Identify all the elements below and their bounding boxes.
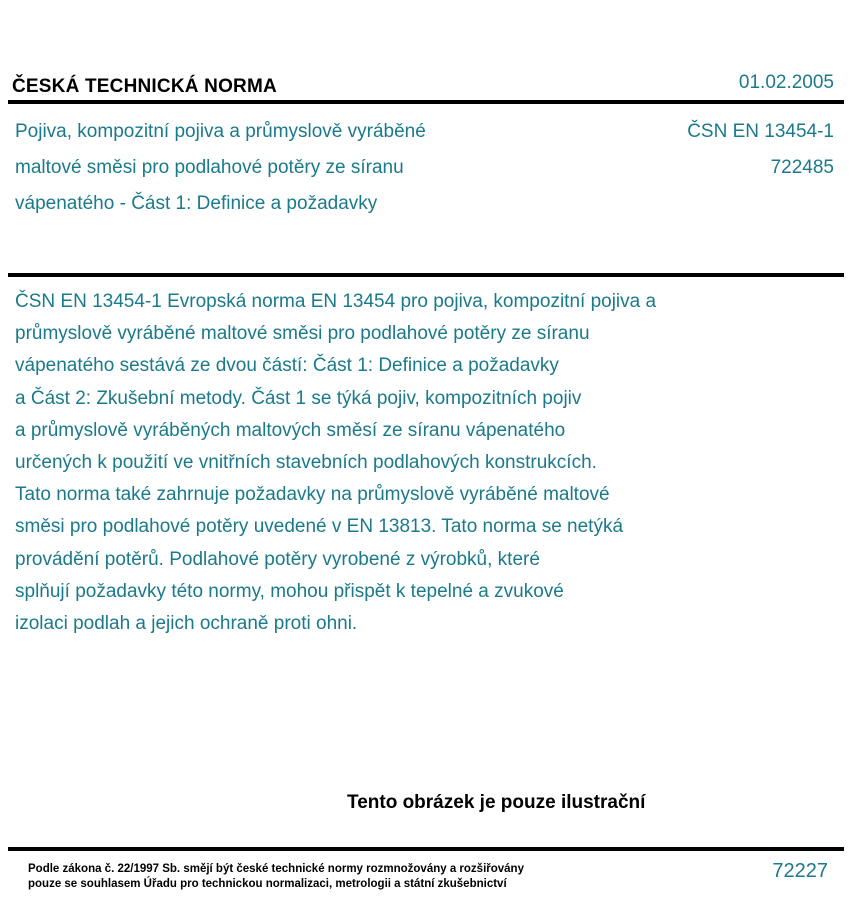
abstract-line: ČSN EN 13454-1 Evropská norma EN 13454 pro pojiva, kompozitní pojiva a	[15, 291, 657, 312]
abstract-line: a průmyslově vyráběných maltových směsí ze síranu vápenatého	[15, 419, 566, 441]
legal-notice	[28, 862, 524, 892]
classification-code: 722485	[770, 157, 834, 178]
document-title	[15, 114, 535, 222]
abstract-line: směsi pro podlahové potěry uvedené v EN 13813. Tato norma se netýká	[15, 516, 624, 538]
abstract-line: vápenatého sestává ze dvou částí: Část 1: Definice a požadavky	[15, 355, 559, 377]
footer-code: 72227	[772, 860, 828, 882]
bottom-divider	[8, 847, 844, 851]
document-title-line: Pojiva, kompozitní pojiva a průmyslově vyráběné	[15, 121, 426, 142]
abstract-line: provádění potěrů. Podlahové potěry vyrobené z výrobků, které	[15, 548, 540, 570]
document-codes	[687, 114, 834, 186]
abstract-text	[15, 286, 775, 640]
legal-notice-line: Podle zákona č. 22/1997 Sb. smějí být české technické normy rozmnožovány a rozšiřovány	[28, 863, 524, 875]
document-title-line: vápenatého - Část 1: Definice a požadavky	[15, 193, 378, 214]
legal-notice-line: pouze se souhlasem Úřadu pro technickou normalizaci, metrologii a státní zkušebnictví	[28, 878, 507, 890]
standard-number: ČSN EN 13454-1	[687, 121, 834, 142]
publication-date: 01.02.2005	[738, 72, 834, 93]
abstract-line: izolaci podlah a jejich ochraně proti ohni.	[15, 613, 358, 635]
abstract-line: určených k použití ve vnitřních stavebních podlahových konstrukcích.	[15, 452, 597, 474]
document-title-line: maltové směsi pro podlahové potěry ze síranu	[15, 157, 404, 178]
illustration-disclaimer: Tento obrázek je pouze ilustrační	[347, 792, 646, 813]
abstract-line: a Část 2: Zkušební metody. Část 1 se týká pojiv, kompozitních pojiv	[15, 387, 582, 409]
abstract-line: Tato norma také zahrnuje požadavky na průmyslově vyráběné maltové	[15, 484, 610, 506]
middle-divider	[8, 273, 844, 277]
abstract-line: splňují požadavky této normy, mohou přispět k tepelné a zvukové	[15, 580, 564, 602]
top-divider	[8, 100, 844, 104]
standard-header-title: ČESKÁ TECHNICKÁ NORMA	[12, 76, 277, 97]
abstract-line: průmyslově vyráběné maltové směsi pro podlahové potěry ze síranu	[15, 323, 590, 345]
